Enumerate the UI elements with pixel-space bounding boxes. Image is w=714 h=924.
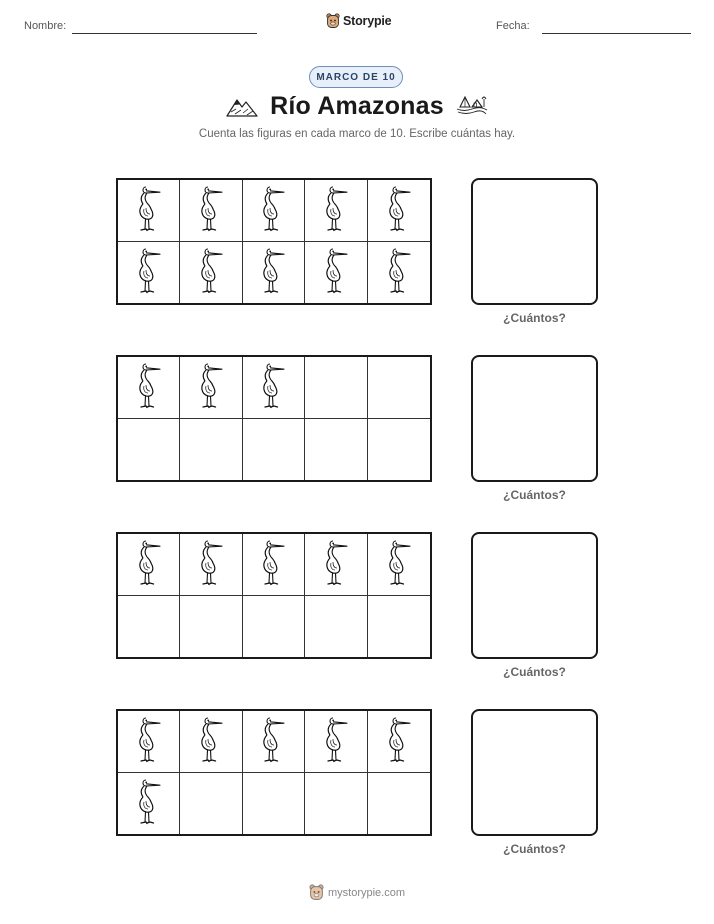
heron-icon xyxy=(258,360,288,415)
ten-frame-cell xyxy=(118,534,180,596)
ten-frame-cell xyxy=(305,180,367,242)
heron-icon xyxy=(196,245,226,300)
worksheet-instructions: Cuenta las figuras en cada marco de 10. Escribe cuántas hay. xyxy=(198,128,516,140)
heron-icon xyxy=(258,245,288,300)
bear-icon xyxy=(309,884,324,901)
ten-frame-cell xyxy=(118,419,180,481)
ten-frame-cell xyxy=(118,773,180,835)
ten-frame-cell xyxy=(368,534,430,596)
footer-url: mystorypie.com xyxy=(328,886,406,899)
ten-frame xyxy=(116,709,432,836)
ten-frame-cell xyxy=(243,357,305,419)
ten-frame-cell xyxy=(368,419,430,481)
heron-icon xyxy=(258,714,288,769)
date-line[interactable] xyxy=(542,33,691,34)
heron-icon xyxy=(134,776,164,831)
heron-icon xyxy=(196,183,226,238)
heron-icon xyxy=(196,537,226,592)
answer-box[interactable] xyxy=(471,709,598,836)
ten-frame-cell xyxy=(368,711,430,773)
answer-box[interactable] xyxy=(471,532,598,659)
village-icon xyxy=(456,93,488,117)
ten-frame-cell xyxy=(118,357,180,419)
ten-frame-cell xyxy=(180,773,242,835)
heron-icon xyxy=(196,360,226,415)
ten-frame-cell xyxy=(180,357,242,419)
heron-icon xyxy=(134,183,164,238)
ten-frame-cell xyxy=(118,596,180,658)
ten-frame-cell xyxy=(368,180,430,242)
ten-frame-cell xyxy=(243,180,305,242)
ten-frame-cell xyxy=(180,534,242,596)
bear-icon xyxy=(326,13,340,29)
heron-icon xyxy=(134,360,164,415)
ten-frame-cell xyxy=(180,419,242,481)
heron-icon xyxy=(321,183,351,238)
ten-frame xyxy=(116,178,432,305)
ten-frame-cell xyxy=(180,711,242,773)
ten-frame-cell xyxy=(305,357,367,419)
footer xyxy=(309,884,405,901)
heron-icon xyxy=(134,714,164,769)
worksheet-title: Río Amazonas xyxy=(270,92,444,120)
ten-frame-cell xyxy=(305,711,367,773)
ten-frame-cell xyxy=(118,711,180,773)
heron-icon xyxy=(384,537,414,592)
brand-name: Storypie xyxy=(343,14,392,28)
heron-icon xyxy=(258,537,288,592)
ten-frame xyxy=(116,532,432,659)
ten-frame-cell xyxy=(180,180,242,242)
answer-box[interactable] xyxy=(471,178,598,305)
ten-frame-cell xyxy=(243,773,305,835)
ten-frame-cell xyxy=(305,242,367,304)
heron-icon xyxy=(384,714,414,769)
ten-frame-cell xyxy=(368,242,430,304)
brand-logo xyxy=(326,13,391,29)
answer-label: ¿Cuántos? xyxy=(503,311,566,325)
heron-icon xyxy=(321,537,351,592)
ten-frame-cell xyxy=(368,357,430,419)
date-label: Fecha: xyxy=(496,20,530,32)
ten-frame-cell xyxy=(243,242,305,304)
ten-frame xyxy=(116,355,432,482)
ten-frame-cell xyxy=(180,596,242,658)
heron-icon xyxy=(321,714,351,769)
answer-label: ¿Cuántos? xyxy=(503,665,566,679)
heron-icon xyxy=(134,245,164,300)
worksheet-badge: MARCO DE 10 xyxy=(309,66,403,88)
heron-icon xyxy=(321,245,351,300)
ten-frame-cell xyxy=(243,419,305,481)
name-label: Nombre: xyxy=(24,20,67,32)
ten-frame-cell xyxy=(118,242,180,304)
ten-frame-cell xyxy=(368,596,430,658)
answer-label: ¿Cuántos? xyxy=(503,488,566,502)
ten-frame-cell xyxy=(180,242,242,304)
ten-frame-cell xyxy=(305,773,367,835)
ten-frame-cell xyxy=(243,596,305,658)
name-line[interactable] xyxy=(72,33,257,34)
heron-icon xyxy=(384,245,414,300)
ten-frame-cell xyxy=(243,534,305,596)
heron-icon xyxy=(196,714,226,769)
ten-frame-cell xyxy=(243,711,305,773)
ten-frame-cell xyxy=(305,596,367,658)
heron-icon xyxy=(134,537,164,592)
ten-frame-cell xyxy=(368,773,430,835)
ten-frame-cell xyxy=(305,534,367,596)
heron-icon xyxy=(384,183,414,238)
answer-box[interactable] xyxy=(471,355,598,482)
ten-frame-cell xyxy=(305,419,367,481)
ten-frame-cell xyxy=(118,180,180,242)
answer-label: ¿Cuántos? xyxy=(503,842,566,856)
heron-icon xyxy=(258,183,288,238)
